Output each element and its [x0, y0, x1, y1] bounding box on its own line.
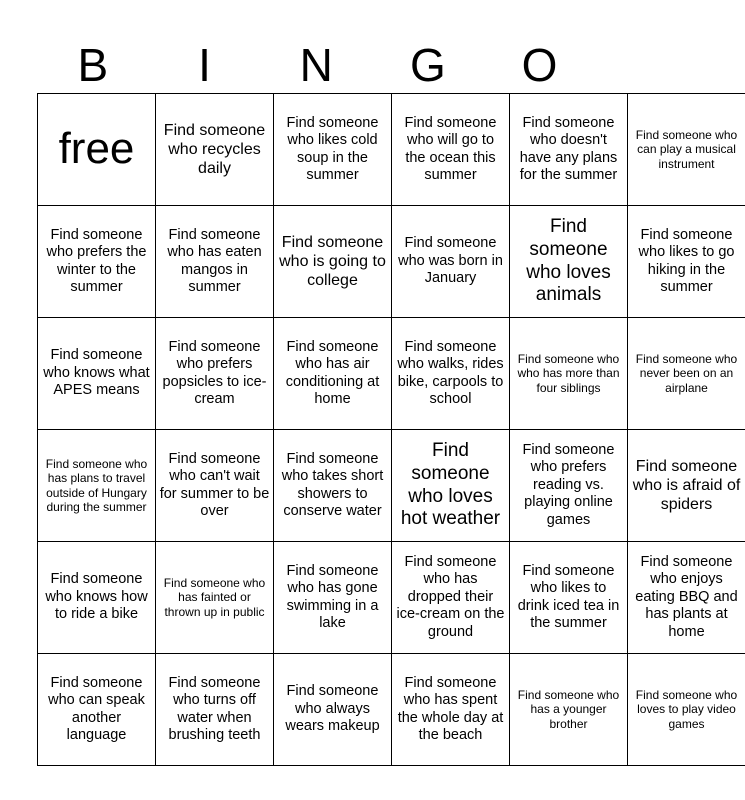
bingo-cell: Find someone who who has more than four siblings — [510, 318, 628, 430]
bingo-cell: Find someone who has dropped their ice-cream on the ground — [392, 542, 510, 654]
board-row — [38, 206, 745, 318]
board-row — [38, 430, 745, 542]
board-row — [38, 654, 745, 766]
bingo-cell: Find someone who walks, rides bike, carpools to school — [392, 318, 510, 430]
board-row — [38, 94, 745, 206]
bingo-cell: Find someone who prefers popsicles to ice-cream — [156, 318, 274, 430]
header-letter-o: O — [521, 39, 558, 91]
bingo-cell: Find someone who can speak another language — [38, 654, 156, 766]
bingo-cell: Find someone who never been on an airplane — [628, 318, 745, 430]
bingo-cell: Find someone who will go to the ocean this summer — [392, 94, 510, 206]
header-letter-g: G — [409, 39, 446, 91]
bingo-cell: Find someone who has air conditioning at home — [274, 318, 392, 430]
bingo-cell: Find someone who loves hot weather — [392, 430, 510, 542]
bingo-cell: Find someone who likes to drink iced tea in the summer — [510, 542, 628, 654]
bingo-cell: Find someone who likes to go hiking in the summer — [628, 206, 745, 318]
bingo-cell: Find someone who was born in January — [392, 206, 510, 318]
bingo-cell: Find someone who can't wait for summer to be over — [156, 430, 274, 542]
bingo-cell: Find someone who has gone swimming in a lake — [274, 542, 392, 654]
bingo-cell: Find someone who doesn't have any plans for the summer — [510, 94, 628, 206]
header-letter-i: I — [198, 39, 211, 91]
bingo-cell: Find someone who loves to play video games — [628, 654, 745, 766]
bingo-cell: Find someone who loves animals — [510, 206, 628, 318]
bingo-cell: Find someone who enjoys eating BBQ and has plants at home — [628, 542, 745, 654]
bingo-cell: Find someone who always wears makeup — [274, 654, 392, 766]
bingo-cell: Find someone who takes short showers to conserve water — [274, 430, 392, 542]
bingo-cell: Find someone who knows what APES means — [38, 318, 156, 430]
bingo-cell: Find someone who likes cold soup in the summer — [274, 94, 392, 206]
bingo-cell: Find someone who has fainted or thrown up in public — [156, 542, 274, 654]
bingo-cell: Find someone who turns off water when brushing teeth — [156, 654, 274, 766]
bingo-cell: Find someone who has plans to travel outside of Hungary during the summer — [38, 430, 156, 542]
bingo-cell: Find someone who has a younger brother — [510, 654, 628, 766]
bingo-cell: Find someone who prefers reading vs. playing online games — [510, 430, 628, 542]
bingo-cell-free: free — [38, 94, 156, 206]
bingo-cell: Find someone who has eaten mangos in summer — [156, 206, 274, 318]
board-row — [38, 318, 745, 430]
bingo-cell: Find someone who knows how to ride a bike — [38, 542, 156, 654]
bingo-cell: Find someone who prefers the winter to the summer — [38, 206, 156, 318]
bingo-cell: Find someone who recycles daily — [156, 94, 274, 206]
header-letter-b: B — [77, 39, 109, 91]
bingo-cell: Find someone who is going to college — [274, 206, 392, 318]
bingo-cell: Find someone who is afraid of spiders — [628, 430, 745, 542]
header-letter-n: N — [299, 39, 333, 91]
bingo-board — [37, 93, 745, 766]
bingo-header — [37, 36, 707, 94]
board-row — [38, 542, 745, 654]
bingo-cell: Find someone who can play a musical instrument — [628, 94, 745, 206]
bingo-cell: Find someone who has spent the whole day at the beach — [392, 654, 510, 766]
